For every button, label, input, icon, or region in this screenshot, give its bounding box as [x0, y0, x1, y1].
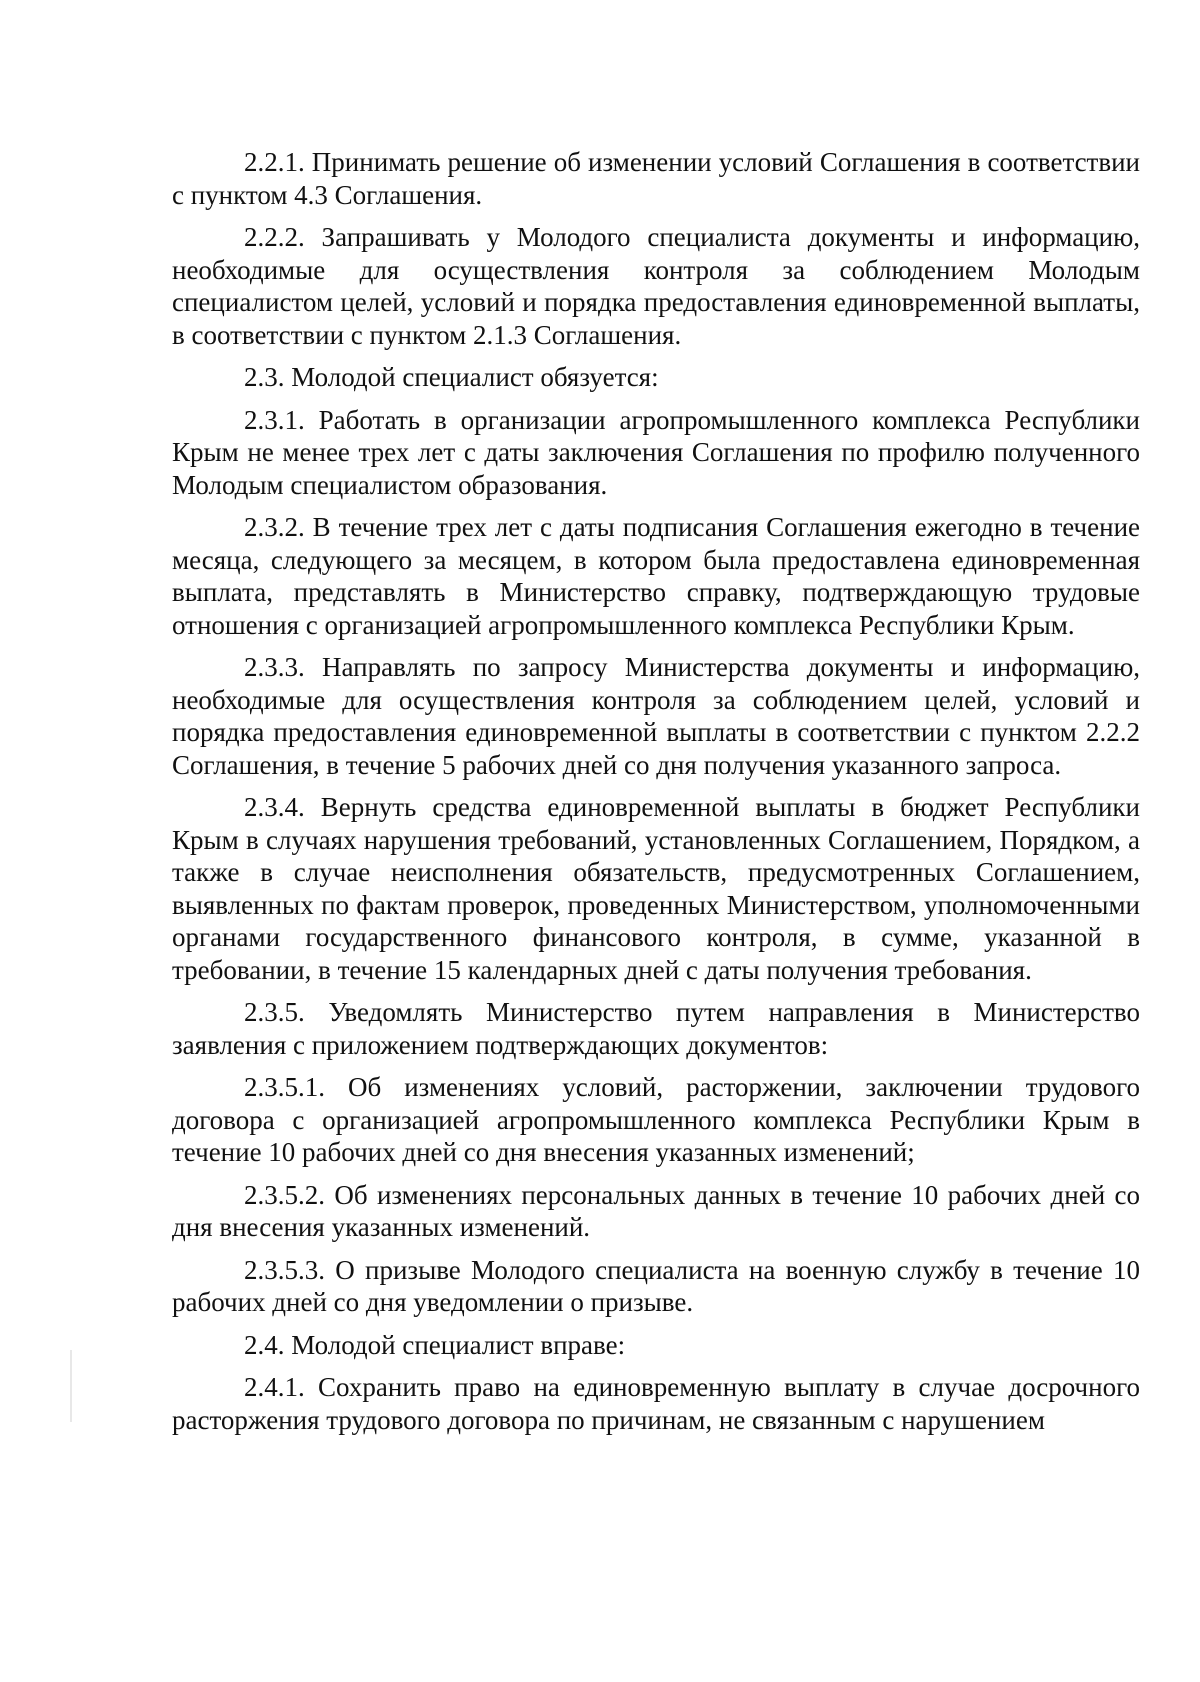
- paragraph-2-3-5-3: 2.3.5.3. О призыве Молодого специалиста на военную службу в течение 10 рабочих дней со дня уведомлении о призыве.: [172, 1254, 1140, 1317]
- paragraph-2-2-1: 2.2.1. Принимать решение об изменении условий Соглашения в соответствии с пунктом 4.3 Соглашения.: [172, 147, 1140, 210]
- paragraph-2-4: 2.4. Молодой специалист вправе:: [244, 1329, 626, 1360]
- paragraph-2-3-4: 2.3.4. Вернуть средства единовременной выплаты в бюджет Республики Крым в случаях нарушения требований, установленных Соглашением, Порядком, а также в случае неисполнения обязательств, предусмотренных Соглашением, выявленных по фактам проверок, проведенных Министерством, уполномоченными органами государственного финансового контроля, в сумме, указанной в требовании, в течение 15 календарных дней с даты получения требования.: [172, 792, 1140, 985]
- scan-margin-mark: [70, 1350, 72, 1422]
- paragraph-2-3: 2.3. Молодой специалист обязуется:: [244, 362, 659, 392]
- paragraph-2-3-5-2: 2.3.5.2. Об изменениях персональных данных в течение 10 рабочих дней со дня внесения указанных изменений.: [172, 1179, 1140, 1242]
- document-body: [172, 146, 1140, 1436]
- paragraph-2-3-5-1: 2.3.5.1. Об изменениях условий, расторжении, заключении трудового договора с организацией агропромышленного комплекса Республики Крым в течение 10 рабочих дней со дня внесения указанных изменений;: [172, 1072, 1140, 1167]
- paragraph-2-3-5: 2.3.5. Уведомлять Министерство путем направления в Министерство заявления с приложением подтверждающих документов:: [172, 997, 1140, 1060]
- paragraph-2-4-1: 2.4.1. Сохранить право на единовременную выплату в случае досрочного расторжения трудового договора по причинам, не связанным с нарушением: [172, 1372, 1140, 1435]
- paragraph-2-2-2: 2.2.2. Запрашивать у Молодого специалиста документы и информацию, необходимые для осуществления контроля за соблюдением Молодым специалистом целей, условий и порядка предоставления единовременной выплаты, в соответствии с пунктом 2.1.3 Соглашения.: [172, 222, 1140, 350]
- paragraph-2-3-2: 2.3.2. В течение трех лет с даты подписания Соглашения ежегодно в течение месяца, следующего за месяцем, в котором была предоставлена единовременная выплата, представлять в Министерство справку, подтверждающую трудовые отношения с организацией агропромышленного комплекса Республики Крым.: [172, 512, 1140, 640]
- paragraph-2-3-1: 2.3.1. Работать в организации агропромышленного комплекса Республики Крым не менее трех лет с даты заключения Соглашения по профилю полученного Молодым специалистом образования.: [172, 404, 1140, 500]
- paragraph-2-3-3: 2.3.3. Направлять по запросу Министерства документы и информацию, необходимые для осуществления контроля за соблюдением целей, условий и порядка предоставления единовременной выплаты в соответствии с пунктом 2.2.2 Соглашения, в течение 5 рабочих дней со дня получения указанного запроса.: [172, 652, 1140, 780]
